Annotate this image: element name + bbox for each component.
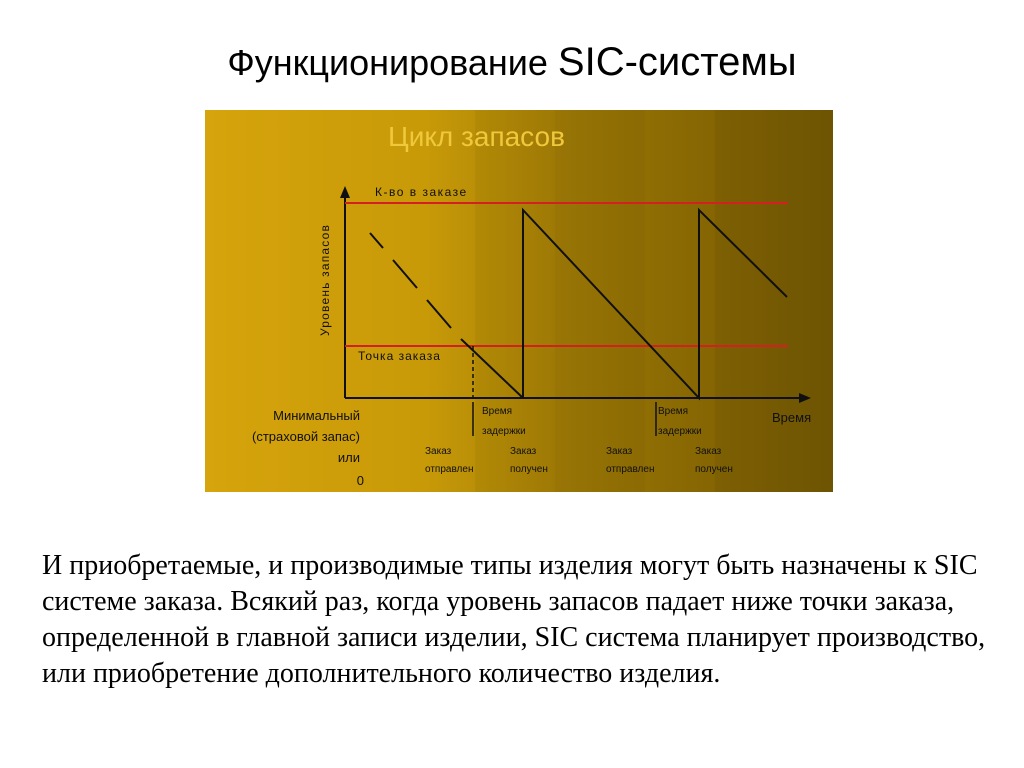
order-received-2-line: Заказ	[695, 446, 722, 457]
body-paragraph: И приобретаемые, и производимые типы изделия могут быть назначены к SIC системе заказа. Всякий раз, когда уровень запасов падает ниже точки заказа, определенной в главной записи изделии, SIC система планирует производство, или приобретение дополнительного количество изделия.	[42, 550, 986, 689]
min-label-line: Минимальный	[273, 408, 360, 423]
lead-time-2-line: Время	[658, 406, 689, 417]
order-received-1-line: получен	[510, 464, 548, 475]
inventory-cycle-diagram	[205, 110, 833, 492]
lead-time-1-line: задержки	[482, 426, 526, 437]
min-label-line: 0	[356, 473, 364, 488]
title-prefix: Функционирование	[227, 42, 558, 83]
band	[555, 110, 645, 492]
order-sent-1-line: Заказ	[425, 446, 452, 457]
order-received-2-line: получен	[695, 464, 733, 475]
title-sic: SIC-системы	[557, 40, 797, 84]
min-label-line: (страховой запас)	[252, 429, 360, 444]
order-sent-2-line: Заказ	[606, 446, 633, 457]
min-label-line: или	[337, 450, 360, 465]
x-axis-label: Время	[772, 410, 812, 425]
band	[715, 110, 833, 492]
order-sent-1-line: отправлен	[425, 464, 474, 475]
lead-time-1-line: Время	[482, 406, 513, 417]
diagram-svg	[205, 110, 833, 492]
order-quantity-label: К-во в заказе	[375, 185, 468, 199]
reorder-point-label: Точка заказа	[358, 349, 441, 363]
diagram-heading: Цикл запасов	[388, 121, 565, 152]
slide-title	[0, 40, 1024, 85]
lead-time-2-line: задержки	[658, 426, 702, 437]
order-received-1-line: Заказ	[510, 446, 537, 457]
y-axis-label: Уровень запасов	[318, 223, 332, 336]
order-sent-2-line: отправлен	[606, 464, 655, 475]
